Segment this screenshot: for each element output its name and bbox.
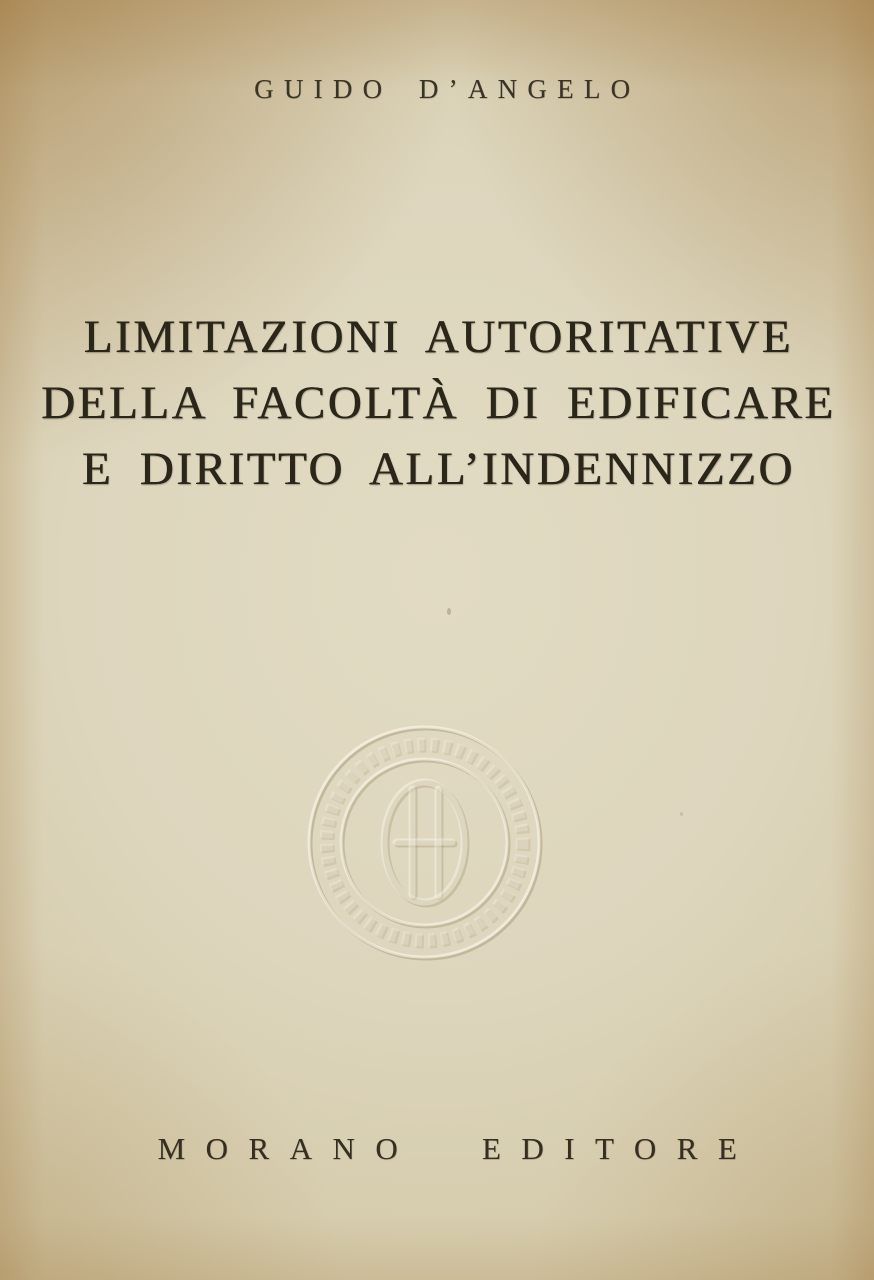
book-title [0, 304, 874, 502]
title-line-2: DELLA FACOLTÀ DI EDIFICARE [41, 377, 836, 429]
author-name: GUIDO D’ANGELO [254, 74, 641, 104]
title-line-3: E DIRITTO ALL’INDENNIZZO [81, 443, 795, 495]
embossed-seal-icon [295, 713, 555, 973]
title-line-1: LIMITAZIONI AUTORITATIVE [83, 311, 793, 363]
paper-speck [680, 812, 683, 816]
paper-speck [447, 608, 451, 615]
publisher-name: MORANO EDITORE [157, 1131, 758, 1166]
